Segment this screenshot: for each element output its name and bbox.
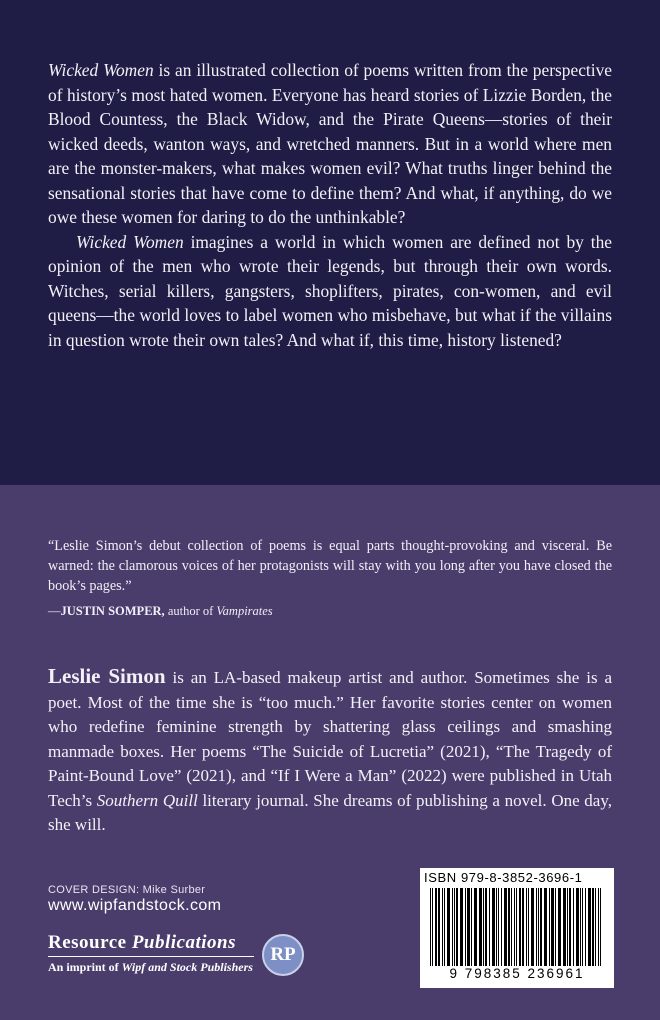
barcode-bar [540, 888, 542, 966]
blurb-paragraph-1 [48, 58, 612, 230]
publisher-name [48, 932, 236, 954]
barcode-bar [511, 888, 512, 966]
barcode-bar [528, 888, 529, 966]
barcode-bars [428, 888, 606, 966]
barcode-bar [567, 888, 568, 966]
barcode-bar [471, 888, 472, 966]
barcode-digits: 9 798385 236961 [449, 966, 585, 981]
barcode-bar [485, 888, 487, 966]
publisher-name-part2: Publications [131, 932, 237, 953]
imprint-prefix: An imprint of [48, 960, 122, 974]
barcode-bar [531, 888, 534, 966]
barcode-bar [498, 888, 499, 966]
barcode-bar [582, 888, 583, 966]
publisher-logo-text: RP [270, 944, 296, 965]
barcode-bar [519, 888, 521, 966]
barcode-bar [522, 888, 524, 966]
barcode-bar [526, 888, 527, 966]
barcode-bar [452, 888, 453, 966]
barcode-bar [504, 888, 507, 966]
isbn-barcode [420, 868, 614, 988]
publisher-imprint [48, 960, 253, 975]
barcode-bar [536, 888, 537, 966]
blurb-paragraph-2 [48, 230, 612, 353]
barcode-bar [454, 888, 455, 966]
bio-text-1: is an LA-based makeup artist and author. Sometimes she is a poet. Most of the time she is “too much.” Her favorite stories center on women who redefine feminine strength by shattering glass ceilings and smashing manmade boxes. Her poems “The Suicide of Lucretia” (2021), “The Tragedy of Paint-Bound Love” (2021), and “If I Were a Man” (2022) were published in Utah Tech’s [48, 668, 612, 810]
barcode-bar [442, 888, 443, 966]
blurb-title-1: Wicked Women [48, 60, 154, 80]
back-cover-top-panel [0, 0, 660, 485]
cover-design-credit: COVER DESIGN: Mike Surber [48, 884, 206, 896]
barcode-bar [447, 888, 450, 966]
barcode-bar [600, 888, 601, 966]
endorsement-attribution [48, 604, 273, 619]
endorsement-quote: “Leslie Simon’s debut collection of poems is equal parts thought-provoking and visceral. Be warned: the clamorous voices of her protagonists will stay with you long after you have closed the book’s pages.” [48, 538, 612, 594]
barcode-bar [544, 888, 547, 966]
barcode-bar [492, 888, 495, 966]
barcode-bar [580, 888, 581, 966]
blurb-text-1: is an illustrated collection of poems written from the perspective of history’s most hated women. Everyone has heard stories of Lizzie Borden, the Blood Countess, the Black Widow, and the Pirate Queens—stories of their wicked deeds, wanton ways, and wretched manners. But in a world where men are the monster-makers, what makes women evil? What truths linger behind the sensational stories that have come to define them? And what, if anything, do we owe these women for daring to do the unthinkable? [48, 60, 612, 227]
barcode-bar [516, 888, 517, 966]
barcode-bar [514, 888, 515, 966]
barcode-bar [598, 888, 599, 966]
barcode-bar [573, 888, 574, 966]
author-name: Leslie Simon [48, 664, 166, 688]
barcode-bar [551, 888, 554, 966]
publisher-website: www.wipfandstock.com [48, 897, 222, 914]
endorser-role: author of [164, 604, 217, 618]
barcode-bar [558, 888, 561, 966]
barcode-bar [585, 888, 586, 966]
barcode-bar [435, 888, 437, 966]
publisher-name-part1: Resource [48, 932, 132, 953]
bio-journal: Southern Quill [96, 790, 198, 810]
barcode-bar [489, 888, 490, 966]
barcode-bar [555, 888, 556, 966]
barcode-bar [576, 888, 579, 966]
bio-text-2: literary journal. She dreams of publishing a novel. One day, she will. [48, 790, 612, 834]
publisher-logo-icon [262, 934, 304, 976]
blurb-text-2: imagines a world in which women are defined not by the opinion of the men who wrote their legends, but through their own words. Witches, serial killers, gangsters, shoplifters, pirates, con-women, and evil queens—the world loves to label women who misbehave, but what if the villains in question wrote their own tales? And what if, this time, history listened? [48, 231, 613, 350]
publisher-divider [48, 956, 254, 957]
barcode-bar [432, 888, 433, 966]
barcode-bar [592, 888, 594, 966]
author-bio [48, 664, 612, 838]
barcode-bar [460, 888, 463, 966]
barcode-bar [588, 888, 591, 966]
barcode-bar [595, 888, 596, 966]
barcode-bar [467, 888, 470, 966]
barcode-bar [538, 888, 539, 966]
barcode-bar [438, 888, 440, 966]
barcode-bar [430, 888, 431, 966]
isbn-label: ISBN 979-8-3852-3696-1 [424, 870, 583, 885]
blurb-title-2: Wicked Women [76, 231, 184, 252]
barcode-bar [508, 888, 510, 966]
barcode-bar [483, 888, 484, 966]
barcode-bar [474, 888, 477, 966]
endorser-name: JUSTIN SOMPER, [60, 604, 165, 618]
book-blurb [48, 58, 612, 352]
barcode-bar [549, 888, 550, 966]
endorser-work: Vampirates [216, 604, 273, 618]
barcode-bar [444, 888, 445, 966]
imprint-name: Wipf and Stock Publishers [121, 960, 253, 974]
barcode-bar [563, 888, 566, 966]
barcode-bar [456, 888, 458, 966]
barcode-bar [501, 888, 502, 966]
barcode-bar [569, 888, 571, 966]
barcode-bar [479, 888, 482, 966]
barcode-bar [465, 888, 466, 966]
barcode-bar [496, 888, 497, 966]
attribution-dash: — [48, 604, 61, 618]
